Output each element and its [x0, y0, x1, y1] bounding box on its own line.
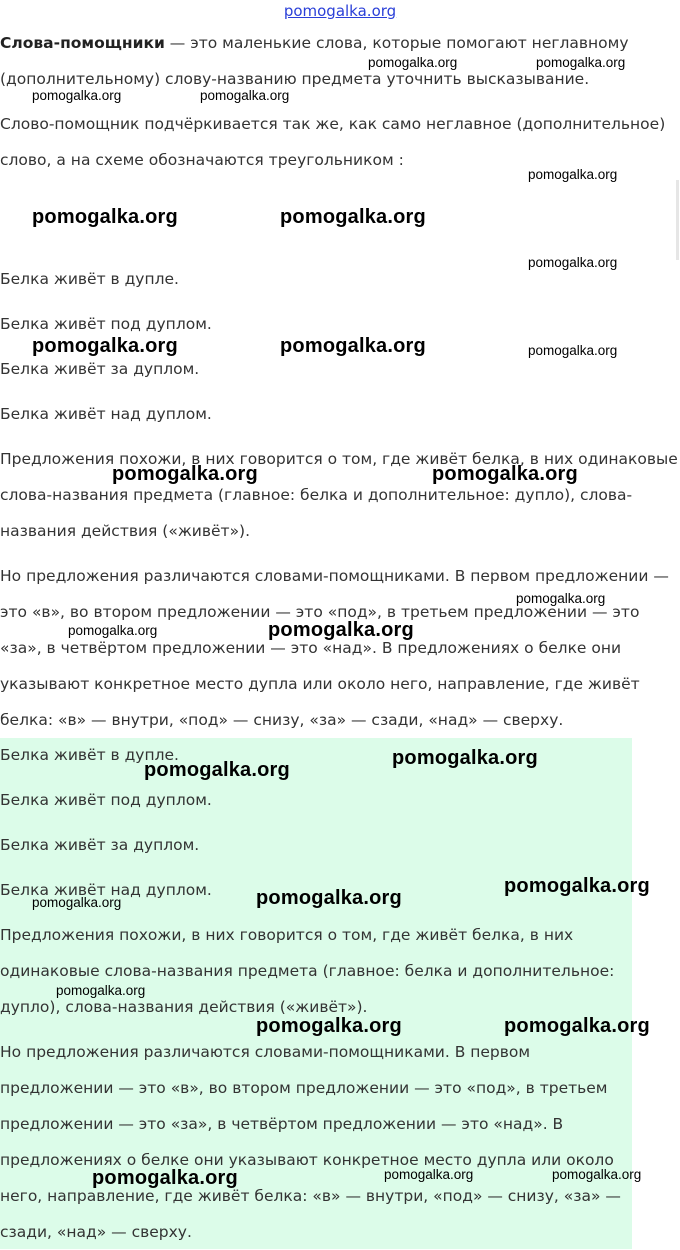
answer-sentence-4: Белка живёт над дуплом.	[0, 881, 212, 899]
watermark: pomogalka.org	[536, 55, 626, 70]
sentence-3: Белка живёт за дуплом.	[0, 360, 200, 378]
scrollbar[interactable]	[676, 180, 679, 260]
sentence-2: Белка живёт под дуплом.	[0, 315, 212, 333]
watermark: pomogalka.org	[112, 463, 258, 485]
watermark: pomogalka.org	[256, 1015, 402, 1037]
underline-rule-paragraph: Слово-помощник подчёркивается так же, как само неглавное (дополнительное) слово, а на схеме обозначаются треугольником :	[0, 115, 666, 169]
watermark: pomogalka.org	[200, 88, 290, 103]
watermark: pomogalka.org	[528, 167, 618, 182]
term-bold: Слова-помощники	[0, 34, 165, 52]
site-link[interactable]: pomogalka.org	[283, 2, 397, 20]
watermark: pomogalka.org	[32, 895, 122, 910]
watermark: pomogalka.org	[528, 343, 618, 358]
watermark: pomogalka.org	[144, 759, 290, 781]
watermark: pomogalka.org	[516, 591, 606, 606]
watermark: pomogalka.org	[268, 619, 414, 641]
watermark: pomogalka.org	[368, 55, 458, 70]
sentence-1: Белка живёт в дупле.	[0, 270, 179, 288]
watermark: pomogalka.org	[280, 335, 426, 357]
watermark: pomogalka.org	[552, 1167, 642, 1182]
watermark: pomogalka.org	[68, 623, 158, 638]
answer-sentence-3: Белка живёт за дуплом.	[0, 836, 200, 854]
answer-sentence-2: Белка живёт под дуплом.	[0, 791, 212, 809]
watermark: pomogalka.org	[504, 875, 650, 897]
answer-differ: Но предложения различаются словами-помощниками. В первом предложении — это «в», во втором предложении — это «под», в третьем предложении — это «за», в четвёртом предложении — это «над». В предложениях о белке они указывают конкретное место дупла или около него, направление, где живёт белка: «в» — внутри, «под» — снизу, «за» — сзади, «над» — сверху.	[0, 1043, 621, 1241]
watermark: pomogalka.org	[392, 747, 538, 769]
watermark: pomogalka.org	[528, 255, 618, 270]
watermark: pomogalka.org	[32, 88, 122, 103]
watermark: pomogalka.org	[56, 983, 146, 998]
watermark: pomogalka.org	[384, 1167, 474, 1182]
analysis-differ: Но предложения различаются словами-помощниками. В первом предложении — это «в», во втором предложении — это «под», в третьем предложении — это «за», в четвёртом предложении — это «над». В предложениях о белке они указывают конкретное место дупла или около него, направление, где живёт белка: «в» — внутри, «под» — снизу, «за» — сзади, «над» — сверху.	[0, 567, 669, 729]
watermark: pomogalka.org	[32, 206, 178, 228]
answer-similar: Предложения похожи, в них говорится о том, где живёт белка, в них одинаковые слова-названия предмета (главное: белка и дополнительное: дупло), слова-названия действия («живёт»).	[0, 926, 615, 1016]
analysis-similar: Предложения похожи, в них говорится о том, где живёт белка, в них одинаковые слова-названия предмета (главное: белка и дополнительное: дупло), слова-названия действия («живёт»).	[0, 450, 678, 540]
definition-text: — это маленькие слова, которые помогают неглавному (дополнительному) слову-названию предмета уточнить высказывание.	[0, 34, 629, 88]
watermark: pomogalka.org	[32, 335, 178, 357]
watermark: pomogalka.org	[280, 206, 426, 228]
watermark: pomogalka.org	[432, 463, 578, 485]
watermark: pomogalka.org	[92, 1167, 238, 1189]
sentence-4: Белка живёт над дуплом.	[0, 405, 212, 423]
watermark: pomogalka.org	[256, 887, 402, 909]
watermark: pomogalka.org	[504, 1015, 650, 1037]
answer-sentence-1: Белка живёт в дупле.	[0, 746, 179, 764]
